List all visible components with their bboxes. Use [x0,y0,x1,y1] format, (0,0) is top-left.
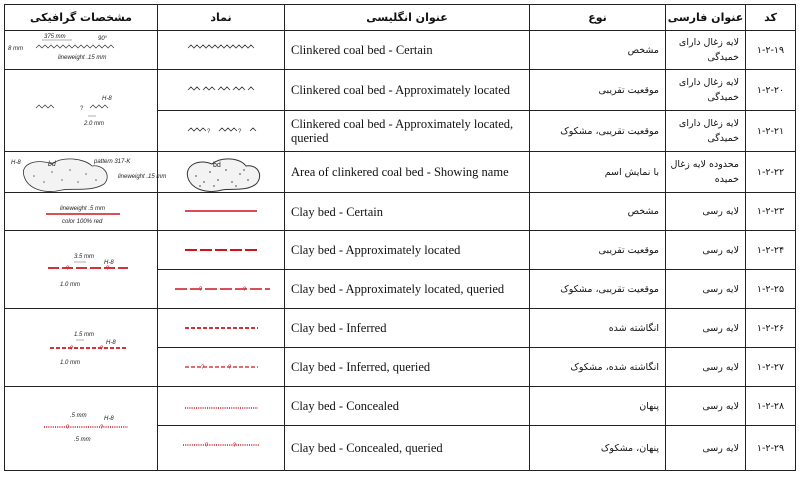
row-9-english-title: Clay bed - Inferred, queried [291,360,431,374]
svg-text:H-8: H-8 [104,416,114,422]
svg-text:?: ? [205,443,209,449]
svg-text:8 mm: 8 mm [8,46,23,52]
row-11-english-title: Clay bed - Concealed, queried [291,441,443,455]
row-5-code: ۱-۲-۲۳ [756,206,785,217]
row-6-english-title: Clay bed - Approximately located [291,243,461,257]
symbol-zigzag-queried [188,128,256,131]
svg-text:?: ? [233,443,237,449]
row-6-persian-title: لایه رسی [702,244,739,256]
row-2-code: ۱-۲-۲۰ [756,84,785,96]
row-5-english-title: Clay bed - Certain [291,204,383,219]
row-1-persian-title: لایه زغال دارای خمیدگی [678,37,739,63]
svg-text:color 100% red: color 100% red [62,219,103,225]
svg-text:?: ? [243,287,247,293]
svg-text:1.5 mm: 1.5 mm [74,332,95,338]
row-2-type: موقعیت تقریبی [598,84,659,96]
row-6-type: موقعیت تقریبی [598,244,659,256]
header-persian-title: عنوان فارسی [667,11,744,24]
header-code: کد [764,11,777,24]
svg-text:?: ? [228,365,232,371]
header-type: نوع [588,11,607,24]
row-11-type: پنهان، مشکوک [600,442,659,454]
svg-text:H-8: H-8 [102,96,112,102]
svg-text:375 mm: 375 mm [44,34,66,40]
row-4-code: ۱-۲-۲۲ [756,166,785,178]
svg-text:?: ? [238,129,242,135]
row-7-english-title: Clay bed - Approximately located, queried [291,282,505,296]
graphic-spec-1 [8,34,114,61]
row-3-persian-title: لایه زغال دارای خمیدگی [678,118,739,144]
row-8-english-title: Clay bed - Inferred [291,321,387,335]
svg-text:3.5 mm: 3.5 mm [74,254,95,260]
row-2-persian-title: لایه زغال دارای خمیدگی [678,77,739,103]
symbol-area-blob [187,159,259,192]
row-10-type: پنهان [639,400,659,412]
svg-text:?: ? [207,129,211,135]
svg-text:pattern 317-K: pattern 317-K [94,159,131,165]
symbol-area-label: bd [213,162,221,169]
row-6-code: ۱-۲-۲۴ [756,244,785,256]
row-10-code: ۱-۲-۲۸ [756,400,785,412]
row-3-english-title: Clinkered coal bed - Approximately located, queried [291,117,514,145]
svg-text:?: ? [201,365,205,371]
svg-text:.5 mm: .5 mm [74,437,91,443]
graphic-spec-4 [46,206,120,225]
header-graphic-spec: مشخصات گرافیکی [29,11,132,24]
row-9-persian-title: لایه رسی [702,361,739,373]
svg-text:90°: 90° [98,36,108,42]
svg-text:?: ? [199,287,203,293]
graphic-spec-7 [44,413,128,443]
graphic-spec-6 [50,332,128,366]
row-3-code: ۱-۲-۲۱ [756,125,785,137]
row-1-type: مشخص [627,44,659,56]
row-3-type: موقعیت تقریبی، مشکوک [560,125,659,137]
row-1-code: ۱-۲-۱۹ [756,44,785,56]
row-9-code: ۱-۲-۲۷ [756,361,785,373]
header-english-title: عنوان انگلیسی [366,11,448,24]
svg-text:?: ? [100,346,104,352]
svg-text:lineweight .15 mm: lineweight .15 mm [58,55,107,61]
row-7-code: ۱-۲-۲۵ [756,283,785,295]
row-11-persian-title: لایه رسی [702,442,739,454]
row-7-persian-title: لایه رسی [702,283,739,295]
graphic-spec-2 [36,96,112,127]
row-8-type: انگاشته شده [608,322,659,334]
svg-text:lineweight .15 mm: lineweight .15 mm [118,174,167,180]
row-5-type: مشخص [627,206,659,217]
row-4-type: با نمایش اسم [604,166,659,178]
svg-text:1.0 mm: 1.0 mm [60,360,81,366]
row-9-type: انگاشته شده، مشکوک [570,361,659,373]
row-4-english-title: Area of clinkered coal bed - Showing name [291,165,509,179]
row-1-english-title: Clinkered coal bed - Certain [291,43,433,57]
graphic-spec-5 [48,254,128,288]
row-10-persian-title: لایه رسی [702,400,739,412]
svg-text:H-8: H-8 [11,160,21,166]
svg-text:?: ? [70,346,74,352]
svg-text:H-8: H-8 [106,340,116,346]
symbol-zigzag-certain [188,45,254,48]
row-8-code: ۱-۲-۲۶ [756,322,785,334]
row-5-persian-title: لایه رسی [702,206,739,217]
svg-text:2.0 mm: 2.0 mm [84,121,105,127]
svg-text:?: ? [80,106,84,112]
svg-text:?: ? [66,266,70,272]
row-10-english-title: Clay bed - Concealed [291,399,399,413]
symbol-zigzag-approx [188,87,254,90]
row-11-code: ۱-۲-۲۹ [756,442,785,454]
row-2-english-title: Clinkered coal bed - Approximately located [291,83,511,97]
svg-text:bd: bd [48,161,56,168]
svg-text:?: ? [66,425,70,431]
row-4-persian-title: محدوده لایه زغال خمیده [670,159,739,185]
row-7-type: موقعیت تقریبی، مشکوک [560,283,659,295]
svg-text:?: ? [106,266,110,272]
row-8-persian-title: لایه رسی [702,322,739,334]
svg-text:H-8: H-8 [104,260,114,266]
svg-text:?: ? [100,425,104,431]
svg-text:.5 mm: .5 mm [70,413,87,419]
header-symbol: نماد [210,11,232,24]
svg-text:lineweight .5 mm: lineweight .5 mm [60,206,106,212]
graphic-spec-3 [11,159,166,192]
svg-text:1.0 mm: 1.0 mm [60,282,81,288]
